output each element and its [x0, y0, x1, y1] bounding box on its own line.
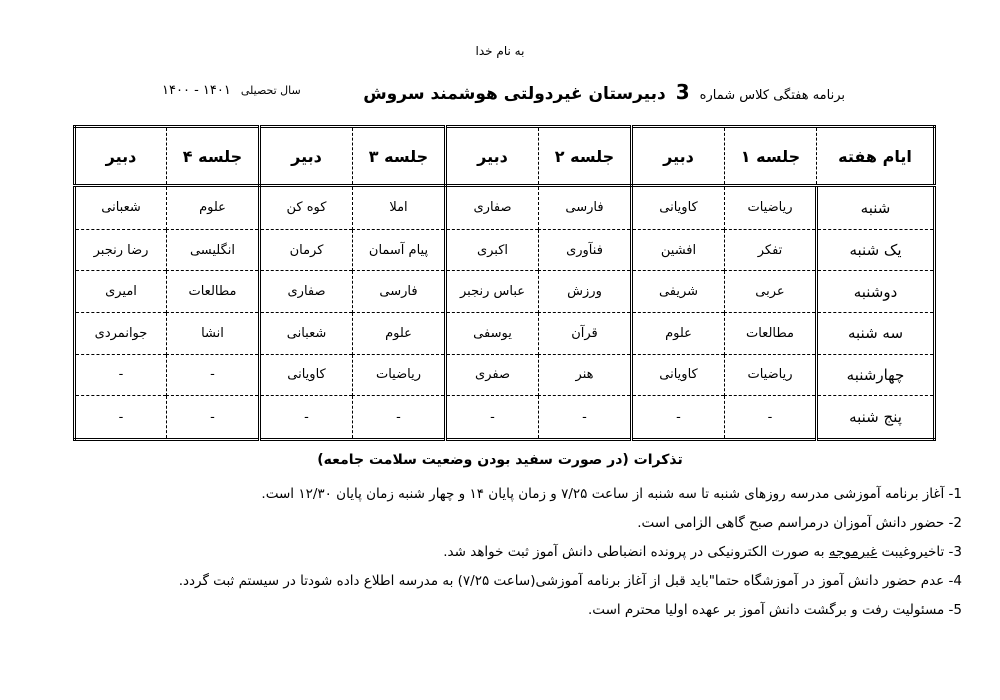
- weekly-schedule-table: [73, 125, 936, 441]
- teacher-cell: -: [75, 396, 167, 440]
- note-item: [32, 538, 962, 567]
- note-number: 5-: [944, 602, 962, 618]
- note-number: 2-: [944, 515, 962, 531]
- teacher-cell: کوه کن: [260, 186, 353, 230]
- subject-cell: ریاضیات: [353, 354, 446, 396]
- subject-cell: -: [353, 396, 446, 440]
- teacher-cell: شریفی: [632, 271, 725, 313]
- note-text: آغاز برنامه آموزشی مدرسه روزهای شنبه تا سه شنبه از ساعت ۷/۲۵ و زمان پایان ۱۴ و چهار شنبه زمان پایان ۱۲/۳۰ است.: [261, 486, 945, 502]
- note-number: 3-: [944, 544, 962, 560]
- subject-cell: ورزش: [539, 271, 632, 313]
- subject-cell: -: [539, 396, 632, 440]
- program-label: برنامه هفتگی کلاس شماره: [699, 88, 845, 103]
- subject-cell: ریاضیات: [725, 354, 817, 396]
- day-cell: یک شنبه: [817, 229, 935, 271]
- table-row: [75, 396, 935, 440]
- subject-cell: فنآوری: [539, 229, 632, 271]
- year-value: ۱۴۰۱ - ۱۴۰۰: [162, 83, 231, 98]
- header-session-3: جلسه ۳: [353, 127, 446, 186]
- teacher-cell: یوسفی: [446, 312, 539, 354]
- teacher-cell: شعبانی: [75, 186, 167, 230]
- teacher-cell: -: [75, 354, 167, 396]
- day-cell: چهارشنبه: [817, 354, 935, 396]
- day-cell: شنبه: [817, 186, 935, 230]
- note-item: [32, 567, 962, 596]
- basmala: به نام خدا: [475, 44, 525, 58]
- header-teacher-1: دبیر: [632, 127, 725, 186]
- notes-title: تذکرات (در صورت سفید بودن وضعیت سلامت جامعه): [317, 452, 683, 468]
- day-cell: پنج شنبه: [817, 396, 935, 440]
- teacher-cell: کرمان: [260, 229, 353, 271]
- teacher-cell: صفری: [446, 354, 539, 396]
- subject-cell: فارسی: [539, 186, 632, 230]
- subject-cell: انگلیسی: [167, 229, 260, 271]
- teacher-cell: افشین: [632, 229, 725, 271]
- note-item: [32, 509, 962, 538]
- day-cell: دوشنبه: [817, 271, 935, 313]
- subject-cell: هنر: [539, 354, 632, 396]
- day-cell: سه شنبه: [817, 312, 935, 354]
- note-text-underlined: غیرموجه: [828, 544, 878, 560]
- table-header-row: [75, 127, 935, 186]
- teacher-cell: صفاری: [260, 271, 353, 313]
- note-text-c: به صورت الکترونیکی در پرونده انضباطی دانش آموز ثبت خواهد شد.: [443, 544, 829, 560]
- note-item: [32, 596, 962, 625]
- subject-cell: انشا: [167, 312, 260, 354]
- subject-cell: مطالعات: [725, 312, 817, 354]
- subject-cell: -: [725, 396, 817, 440]
- header-day: ایام هفته: [817, 127, 935, 186]
- subject-cell: عربی: [725, 271, 817, 313]
- subject-cell: علوم: [167, 186, 260, 230]
- subject-cell: مطالعات: [167, 271, 260, 313]
- note-item: [32, 480, 962, 509]
- note-text: عدم حضور دانش آموز در آموزشگاه حتما"باید قبل از آغاز برنامه آموزشی(ساعت ۷/۲۵) به مدرسه اطلاع داده شودتا در سیستم ثبت گردد.: [178, 573, 945, 589]
- note-text: حضور دانش آموزان درمراسم صبح گاهی الزامی است.: [637, 515, 945, 531]
- header-session-4: جلسه ۴: [167, 127, 260, 186]
- header-session-1: جلسه ۱: [725, 127, 817, 186]
- header-teacher-2: دبیر: [446, 127, 539, 186]
- teacher-cell: کاویانی: [632, 186, 725, 230]
- note-text-a: تاخیروغیبت: [877, 544, 945, 560]
- teacher-cell: کاویانی: [260, 354, 353, 396]
- note-number: 1-: [944, 486, 962, 502]
- subject-cell: فارسی: [353, 271, 446, 313]
- teacher-cell: -: [632, 396, 725, 440]
- teacher-cell: -: [446, 396, 539, 440]
- header-teacher-3: دبیر: [260, 127, 353, 186]
- notes-list: [32, 480, 962, 625]
- school-name: دبیرستان غیردولتی هوشمند سروش: [363, 84, 666, 104]
- teacher-cell: کاویانی: [632, 354, 725, 396]
- document-header: [0, 80, 1000, 108]
- header-session-2: جلسه ۲: [539, 127, 632, 186]
- teacher-cell: عباس رنجبر: [446, 271, 539, 313]
- subject-cell: علوم: [353, 312, 446, 354]
- year-label: سال تحصیلی: [240, 84, 301, 97]
- teacher-cell: شعبانی: [260, 312, 353, 354]
- note-text: مسئولیت رفت و برگشت دانش آموز بر عهده اولیا محترم است.: [588, 602, 945, 618]
- table-row: [75, 312, 935, 354]
- subject-cell: پیام آسمان: [353, 229, 446, 271]
- table-row: [75, 271, 935, 313]
- subject-cell: املا: [353, 186, 446, 230]
- teacher-cell: جوانمردی: [75, 312, 167, 354]
- subject-cell: تفکر: [725, 229, 817, 271]
- table-row: [75, 354, 935, 396]
- table-row: [75, 186, 935, 230]
- table-row: [75, 229, 935, 271]
- subject-cell: -: [167, 354, 260, 396]
- subject-cell: ریاضیات: [725, 186, 817, 230]
- header-teacher-4: دبیر: [75, 127, 167, 186]
- teacher-cell: علوم: [632, 312, 725, 354]
- subject-cell: قرآن: [539, 312, 632, 354]
- teacher-cell: امیری: [75, 271, 167, 313]
- teacher-cell: اکبری: [446, 229, 539, 271]
- teacher-cell: صفاری: [446, 186, 539, 230]
- teacher-cell: رضا رنجبر: [75, 229, 167, 271]
- subject-cell: -: [167, 396, 260, 440]
- class-number: 3: [675, 80, 690, 104]
- teacher-cell: -: [260, 396, 353, 440]
- note-number: 4-: [944, 573, 962, 589]
